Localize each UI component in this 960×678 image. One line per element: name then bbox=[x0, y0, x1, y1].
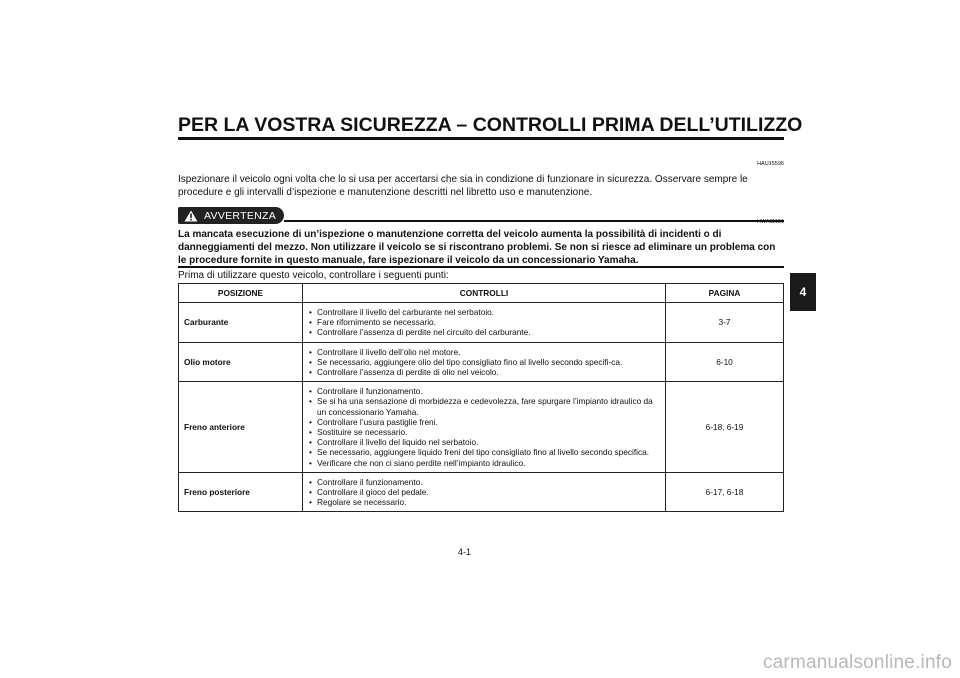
check-item: • Regolare se necessario. bbox=[309, 497, 407, 508]
row-position: Olio motore bbox=[179, 342, 303, 382]
lead-text: Prima di utilizzare questo veicolo, controllare i seguenti punti: bbox=[178, 270, 449, 281]
bullet-icon: • bbox=[309, 396, 312, 407]
warning-header bbox=[178, 207, 784, 227]
row-checks bbox=[303, 472, 666, 512]
check-item: • Controllare il funzionamento. bbox=[309, 476, 423, 487]
chapter-tab[interactable]: 4 bbox=[790, 273, 816, 311]
warning-code: HWA11151 bbox=[756, 219, 784, 225]
check-item: • Controllare il livello del liquido nel serbatoio. bbox=[309, 437, 479, 448]
col-header-position: POSIZIONE bbox=[179, 284, 303, 303]
bullet-icon: • bbox=[309, 386, 312, 397]
intro-paragraph: Ispezionare il veicolo ogni volta che lo si usa per accertarsi che sia in condizione di funzionare in sicurezza. Osservare sempre le procedure e gli intervalli d’ispezione e manutenzione descritti nel libretto uso e manutenzione. bbox=[178, 174, 748, 198]
row-page: 6-10 bbox=[666, 342, 784, 382]
row-position: Carburante bbox=[179, 303, 303, 343]
bullet-icon: • bbox=[309, 367, 312, 378]
bullet-icon: • bbox=[309, 476, 312, 487]
row-checks bbox=[303, 303, 666, 343]
row-checks bbox=[303, 382, 666, 473]
section-code: HAU15596 bbox=[757, 161, 784, 167]
warning-bottom-rule bbox=[178, 266, 784, 268]
table-row bbox=[179, 342, 784, 382]
bullet-icon: • bbox=[309, 437, 312, 448]
bullet-icon: • bbox=[309, 427, 312, 438]
bullet-icon: • bbox=[309, 317, 312, 328]
check-item: • Controllare il funzionamento. bbox=[309, 386, 423, 397]
page-number: 4-1 bbox=[458, 547, 472, 557]
bullet-icon: • bbox=[309, 416, 312, 427]
bullet-icon: • bbox=[309, 447, 312, 458]
check-item: • Controllare l’assenza di perdite di olio nel veicolo. bbox=[309, 367, 499, 378]
check-item: • Controllare l’assenza di perdite nel circuito del carburante. bbox=[309, 327, 531, 338]
warning-rule bbox=[284, 220, 784, 222]
check-item: • Sostituire se necessario. bbox=[309, 427, 408, 438]
watermark: carmanualsonline.info bbox=[762, 652, 952, 673]
title-rule bbox=[178, 137, 784, 140]
bullet-icon: • bbox=[309, 457, 312, 468]
check-item: • Controllare il gioco del pedale. bbox=[309, 487, 429, 498]
table-row bbox=[179, 303, 784, 343]
checks-table bbox=[178, 283, 784, 512]
row-checks bbox=[303, 342, 666, 382]
warning-label: AVVERTENZA bbox=[204, 209, 277, 222]
bullet-icon: • bbox=[309, 356, 312, 367]
row-position: Freno anteriore bbox=[179, 382, 303, 473]
check-item: • Verificare che non ci siano perdite nell’impianto idraulico. bbox=[309, 457, 526, 468]
row-page: 6-17, 6-18 bbox=[666, 472, 784, 512]
bullet-icon: • bbox=[309, 487, 312, 498]
check-item: • Fare rifornimento se necessario. bbox=[309, 317, 436, 328]
check-item: • Controllare il livello dell’olio nel motore. bbox=[309, 346, 461, 357]
row-page: 3-7 bbox=[666, 303, 784, 343]
warning-text: La mancata esecuzione di un’ispezione o manutenzione corretta del veicolo aumenta la possibilità di incidenti o di danneggiamenti del mezzo. Non utilizzare il veicolo se si riscontrano problemi. Se non si riesce ad eliminare un problema con le procedure fornite in questo manuale, fare ispezionare il veicolo da un concessionario Yamaha. bbox=[178, 229, 776, 266]
check-item: • Controllare l’usura pastiglie freni. bbox=[309, 416, 438, 427]
bullet-icon: • bbox=[309, 307, 312, 317]
bullet-icon: • bbox=[309, 327, 312, 338]
check-item: • Se si ha una sensazione di morbidezza e cedevolezza, fare spurgare l’impianto idraulico da un concessionario Yamaha. bbox=[309, 396, 653, 417]
page-title: PER LA VOSTRA SICUREZZA – CONTROLLI PRIMA DELL’UTILIZZO bbox=[178, 114, 803, 136]
row-position: Freno posteriore bbox=[179, 472, 303, 512]
check-item: • Controllare il livello del carburante nel serbatoio. bbox=[309, 307, 495, 317]
table-row bbox=[179, 382, 784, 473]
check-item: • Se necessario, aggiungere liquido freni del tipo consigliato fino al livello secondo specifica. bbox=[309, 447, 650, 458]
col-header-checks: CONTROLLI bbox=[303, 284, 666, 303]
bullet-icon: • bbox=[309, 497, 312, 508]
warning-triangle-icon bbox=[184, 210, 198, 222]
warning-badge bbox=[178, 207, 284, 224]
bullet-icon: • bbox=[309, 346, 312, 357]
check-item: • Se necessario, aggiungere olio del tipo consigliato fino al livello secondo specifi-ca. bbox=[309, 356, 623, 367]
table-header-row bbox=[179, 284, 784, 303]
row-page: 6-18, 6-19 bbox=[666, 382, 784, 473]
col-header-page: PAGINA bbox=[666, 284, 784, 303]
table-row bbox=[179, 472, 784, 512]
